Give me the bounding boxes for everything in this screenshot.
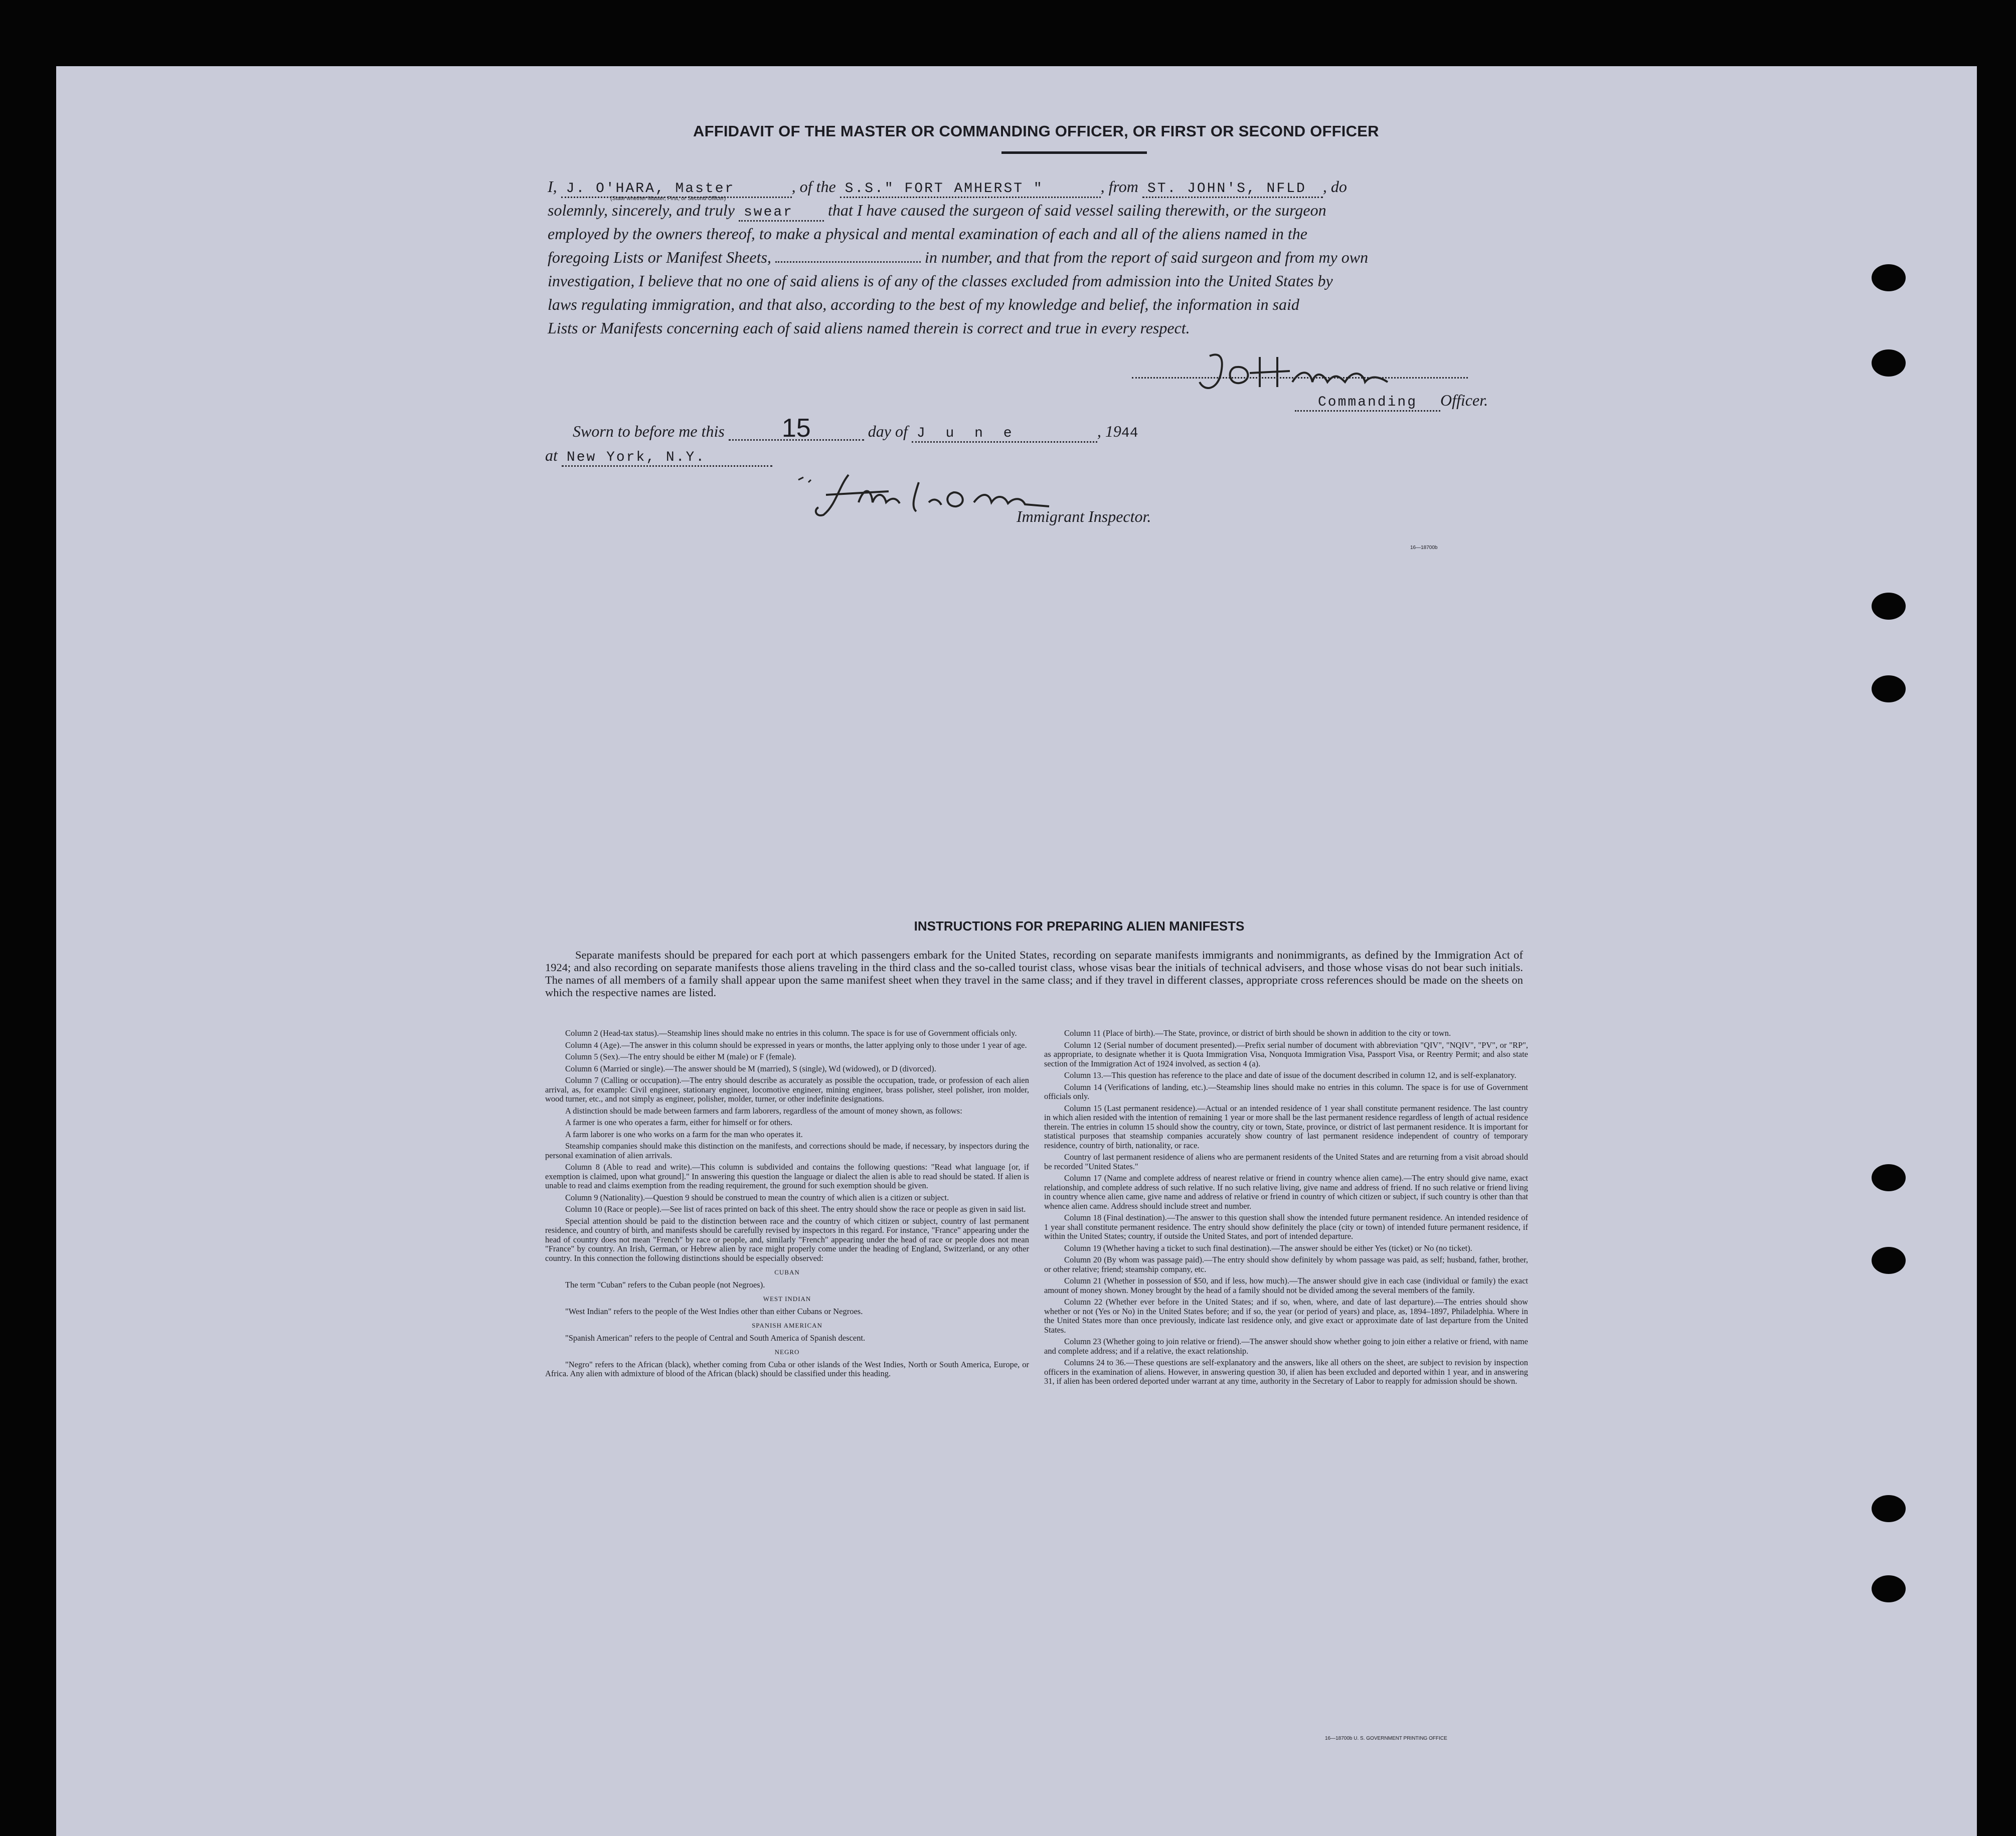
inspector-label: Immigrant Inspector. (1017, 507, 1151, 525)
officer-rank-note: (State whether Master, First, or Second Officer) (610, 196, 726, 202)
race-heading: WEST INDIAN (763, 1295, 811, 1303)
instructions-intro: Separate manifests should be prepared for each port at which passengers embark for the United States, recording on separate manifests immigrants and nonimmigrants, as defined by the Immigration Act of 1924; and also recording on separate manifests those aliens traveling in the third class and the so-called tourist class, whose visas bear the initials of technical advisers, and those whose visas do not bear such initials. The names of all members of a family shall appear upon the same manifest sheet when they travel in the same class; and if they travel in different classes, appropriate cross references should be made on the sheets on which the respective names are listed. (545, 949, 1523, 999)
port-field: ST. JOHN'S, NFLD (1142, 181, 1323, 198)
commanding-officer-line: Commanding Officer. (1295, 391, 1488, 412)
binder-hole (1872, 1247, 1906, 1274)
affidavit-line-4: foregoing Lists or Manifest Sheets, in number, and that from the report of said surgeon and from my own (548, 248, 1369, 266)
affidavit-line-2: solemnly, sincerely, and truly swear that I have caused the surgeon of said vessel sailing therewith, or the surgeon (548, 199, 1521, 222)
binder-hole (1872, 1164, 1906, 1191)
oath-field: swear (739, 205, 824, 222)
instructions-title: INSTRUCTIONS FOR PREPARING ALIEN MANIFESTS (914, 919, 1245, 934)
place-field: New York, N.Y. (562, 450, 772, 467)
affidavit-line-6: laws regulating immigration, and that also, according to the best of my knowledge and belief, the information in said (548, 295, 1299, 313)
instruction-paragraph: Column 13.—This question has reference to the place and date of issue of the document described in column 12, and is self-explanatory. (1064, 1070, 1517, 1080)
race-heading: SPANISH AMERICAN (752, 1322, 822, 1329)
vessel-name-field: S.S." FORT AMHERST " (840, 181, 1101, 198)
sworn-line: Sworn to before me this 15 day of J u n e , 1944 (573, 414, 1138, 443)
instruction-paragraph: Column 20 (By whom was passage paid).—The entry should show definitely by whom passage was paid, as self; husband, father, brother, or other relative; friend; steamship company, etc. (1044, 1255, 1528, 1274)
master-name-field: J. O'HARA, Master (561, 181, 792, 198)
affidavit-title: AFFIDAVIT OF THE MASTER OR COMMANDING OFFICER, OR FIRST OR SECOND OFFICER (693, 122, 1379, 140)
instruction-paragraph: A distinction should be made between farmers and farm laborers, regardless of the amount of money shown, as follows: (565, 1106, 962, 1116)
instruction-paragraph: Column 10 (Race or people).—See list of races printed on back of this sheet. The entry should show the race or people as given in said list. (565, 1204, 1026, 1214)
instruction-paragraph: Column 11 (Place of birth).—The State, province, or district of birth should be shown in addition to the city or town. (1064, 1028, 1451, 1038)
instruction-paragraph: Column 19 (Whether having a ticket to such final destination).—The answer should be either Yes (ticket) or No (no ticket). (1064, 1243, 1472, 1253)
instruction-paragraph: Column 22 (Whether ever before in the United States; and if so, when, where, and date of last departure).—The entries should show whether or not (Yes or No) in the United States before; and if so, the year (or period of years) and place, as, 1894–1897, Philadelphia. Where in the United States more than once previously, indicate last residence only, and give exact or approximate date of last departure from the United States. (1044, 1297, 1528, 1335)
instruction-paragraph: Column 6 (Married or single).—The answer should be M (married), S (single), Wd (widowed), or D (divorced). (565, 1063, 936, 1073)
instruction-paragraph: Column 4 (Age).—The answer in this column should be expressed in years or months, the latter applying only to those under 1 year of age. (565, 1040, 1027, 1050)
instruction-paragraph: A farm laborer is one who works on a farm for the man who operates it. (565, 1129, 803, 1139)
instruction-paragraph: Steamship companies should make this distinction on the manifests, and corrections should be made, if necessary, by inspectors during the personal examination of alien arrivals. (545, 1141, 1029, 1160)
instruction-paragraph: Column 23 (Whether going to join relative or friend).—The answer should show whether going to join either a relative or friend, with name and complete address; and if a relative, the exact relationship. (1044, 1337, 1528, 1356)
printing-office-footer: 16—18700b U. S. GOVERNMENT PRINTING OFFICE (1325, 1736, 1447, 1741)
binder-hole (1872, 1495, 1906, 1522)
instructions-left-column (545, 1029, 1029, 1381)
sworn-place-line: at New York, N.Y. (545, 446, 772, 467)
title-underline (1001, 151, 1147, 154)
instruction-paragraph: A farmer is one who operates a farm, either for himself or for others. (565, 1118, 793, 1127)
instruction-paragraph: Column 12 (Serial number of document presented).—Prefix serial number of document with abbreviation "QIV", "NQIV", "PV", or "RP", as appropriate, to designate whether it is Quota Immigration Visa, Nonquota Immigration Visa, Passport Visa, or Reentry Permit; and also state section of the Immigration Act of 1924 involved, as section 4 (a). (1044, 1040, 1528, 1068)
instruction-paragraph: Column 14 (Verifications of landing, etc.).—Steamship lines should make no entries in this column. The space is for use of Government officials only. (1044, 1082, 1528, 1101)
instruction-paragraph: Columns 24 to 36.—These questions are self-explanatory and the answers, like all others on the sheet, are subject to revision by inspection officers in the examination of aliens. However, in answering question 30, if alien has been excluded and deported within 1 year, and in answering 31, if alien has been ordered deported under warrant at any time, authority in the Secretary of Labor to reapply for admission should be shown. (1044, 1358, 1528, 1386)
instruction-paragraph: Column 7 (Calling or occupation).—The entry should describe as accurately as possible the occupation, trade, or profession of each alien arrival, as, for example: Civil engineer, stationary engineer, locomotive engineer, mining engineer, brass polisher, steel polisher, iron molder, wood turner, etc., and not simply as engineer, polisher, molder, turner, or other indefinite designations. (545, 1075, 1029, 1104)
affidavit-line-5: investigation, I believe that no one of said aliens is of any of the classes excluded from admission into the United States by (548, 272, 1333, 290)
affidavit-line-1: I, J. O'HARA, Master , of the S.S." FORT AMHERST " , from ST. JOHN'S, NFLD , do (548, 175, 1521, 198)
signature-dotted-line (1132, 377, 1468, 379)
instruction-paragraph: Column 8 (Able to read and write).—This column is subdivided and contains the following questions: "Read what language [or, if exemption is claimed, upon what ground]." In answering this question the language or dialect the alien is able to read should be stated. If alien is unable to read and claims exemption from the reading requirement, the ground for such exemption should be given. (545, 1162, 1029, 1190)
binder-hole (1872, 593, 1906, 620)
binder-hole (1872, 675, 1906, 702)
race-definition: The term "Cuban" refers to the Cuban people (not Negroes). (565, 1279, 765, 1290)
instructions-right-column (1044, 1029, 1528, 1389)
race-definition: "Spanish American" refers to the people of Central and South America of Spanish descent. (565, 1333, 866, 1343)
binder-hole (1872, 264, 1906, 291)
instruction-paragraph: Column 21 (Whether in possession of $50, and if less, how much).—The answer should give in each case (individual or family) the exact amount of money shown. Money brought by the head of a family should not be divided among the several members of the family. (1044, 1276, 1528, 1295)
month-field: J u n e (912, 426, 1097, 443)
race-heading: NEGRO (774, 1348, 800, 1356)
rank-field: Commanding (1295, 395, 1440, 412)
instruction-paragraph: Special attention should be paid to the distinction between race and the country of which citizen or subject, country of last permanent residence, and country of birth, and manifests should be carefully revised by inspectors in this regard. For instance, "France" appearing under the head of country does not mean "French" by race or people, and, similarly "French" appearing under the head of race or people does not mean "France" by country. An Irish, German, or Hebrew alien by race might properly come under the heading of England, Switzerland, or any other country. In this connection the following distinctions should be especially observed: (545, 1216, 1029, 1263)
affidavit-line-7: Lists or Manifests concerning each of said aliens named therein is correct and true in every respect. (548, 319, 1190, 337)
race-heading: CUBAN (774, 1268, 800, 1276)
instruction-paragraph: Column 5 (Sex).—The entry should be either M (male) or F (female). (565, 1052, 796, 1061)
instruction-paragraph: Column 18 (Final destination).—The answer to this question shall show the intended future permanent residence. An intended residence of 1 year shall constitute permanent residence. The entry should show definitely the place (city or town) of intended future permanent residence, if within the United States; country, if outside the United States, and port of intended departure. (1044, 1213, 1528, 1241)
form-number: 16—18700b (1410, 545, 1438, 550)
affidavit-line-3: employed by the owners thereof, to make a physical and mental examination of each and all of the aliens named in the (548, 225, 1307, 243)
instruction-paragraph: Column 2 (Head-tax status).—Steamship lines should make no entries in this column. The space is for use of Government officials only. (565, 1028, 1017, 1038)
race-definition: "West Indian" refers to the people of the West Indies other than either Cubans or Negroes. (565, 1306, 863, 1316)
alien-count-field (775, 261, 921, 263)
binder-hole (1872, 1575, 1906, 1602)
instruction-paragraph: Column 17 (Name and complete address of nearest relative or friend in country whence alien came).—The entry should give name, exact relationship, and complete address of such relative. If no such relative living, give name and address of friend. If no such relative or friend living in country whence alien came, give name and address of relative or friend in country of which citizen or subject, if such country is other than that whence alien came. Address should include street and number. (1044, 1173, 1528, 1211)
binder-hole (1872, 349, 1906, 377)
race-definition: "Negro" refers to the African (black), whether coming from Cuba or other islands of the West Indies, North or South America, Europe, or Africa. Any alien with admixture of blood of the African (black) should be classified under this heading. (545, 1359, 1029, 1378)
instruction-paragraph: Country of last permanent residence of aliens who are permanent residents of the United States and are returning from a visit abroad should be recorded "United States." (1044, 1152, 1528, 1171)
instruction-paragraph: Column 9 (Nationality).—Question 9 should be construed to mean the country of which alien is a citizen or subject. (565, 1192, 949, 1202)
instruction-paragraph: Column 15 (Last permanent residence).—Actual or an intended residence of 1 year shall constitute permanent residence. The last country in which alien resided with the intention of remaining 1 year or more shall be the last permanent residence regardless of length of actual residence therein. The entries in column 15 should show the country, city or town, State, province, or district of last permanent residence. It is important for statistical purposes that steamship companies accurately show country of last permanent residence independent of country of temporary residence, country of birth, nationality, or race. (1044, 1103, 1528, 1150)
day-field: 15 (729, 417, 864, 441)
document-sheet (56, 66, 1977, 1836)
